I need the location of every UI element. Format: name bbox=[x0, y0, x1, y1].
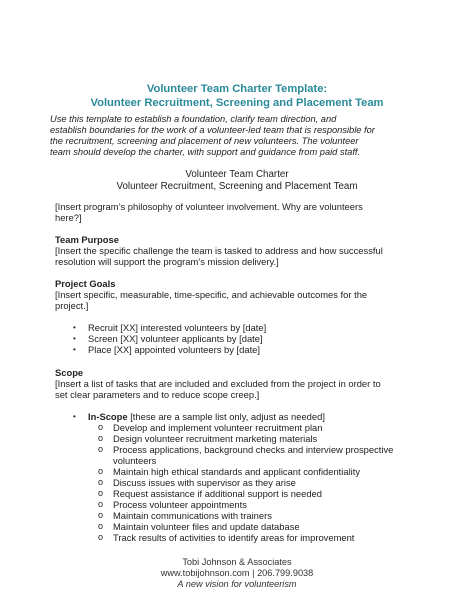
in-scope-task: Design volunteer recruitment marketing materials bbox=[113, 433, 318, 444]
in-scope-task: Track results of activities to identify areas for improvement bbox=[113, 532, 355, 543]
project-goals-line: [Insert specific, measurable, time-specific, and achievable outcomes for the bbox=[55, 289, 368, 300]
sub-bullet-icon: o bbox=[98, 466, 104, 476]
in-scope-task: Develop and implement volunteer recruitment plan bbox=[113, 422, 323, 433]
in-scope-item bbox=[88, 411, 325, 422]
in-scope-task-continuation: volunteers bbox=[113, 455, 157, 466]
sub-bullet-icon: o bbox=[98, 444, 104, 454]
footer-contact: www.tobijohnson.com | 206.799.9038 bbox=[160, 568, 314, 578]
bullet-icon: • bbox=[73, 323, 76, 332]
in-scope-task: Maintain communications with trainers bbox=[113, 510, 272, 521]
intro-line: establish boundaries for the work of a volunteer-led team that is responsible for bbox=[50, 125, 375, 135]
in-scope-task: Process applications, background checks and interview prospective bbox=[113, 444, 394, 455]
charter-subheading: Volunteer Recruitment, Screening and Placement Team bbox=[116, 181, 358, 192]
footer-company: Tobi Johnson & Associates bbox=[182, 557, 292, 567]
scope-line: [Insert a list of tasks that are included and excluded from the project in order to bbox=[55, 378, 381, 389]
team-purpose-heading: Team Purpose bbox=[55, 234, 119, 245]
sub-bullet-icon: o bbox=[98, 532, 104, 542]
goal-item: Screen [XX] volunteer applicants by [date] bbox=[88, 333, 263, 344]
footer-tagline: A new vision for volunteerism bbox=[177, 579, 297, 589]
sub-bullet-icon: o bbox=[98, 422, 104, 432]
sub-bullet-icon: o bbox=[98, 499, 104, 509]
in-scope-task: Request assistance if additional support is needed bbox=[113, 488, 322, 499]
goal-item: Place [XX] appointed volunteers by [date] bbox=[88, 344, 260, 355]
in-scope-task: Maintain high ethical standards and applicant confidentiality bbox=[113, 466, 361, 477]
intro-line: team should develop the charter, with support and guidance from paid staff. bbox=[50, 147, 361, 157]
sub-bullet-icon: o bbox=[98, 510, 104, 520]
charter-heading: Volunteer Team Charter bbox=[185, 169, 289, 180]
bullet-icon: • bbox=[73, 334, 76, 343]
in-scope-task: Maintain volunteer files and update database bbox=[113, 521, 300, 532]
team-purpose-line: resolution will support the program’s mission delivery.] bbox=[55, 256, 279, 267]
in-scope-label: In-Scope bbox=[88, 411, 128, 422]
document-title-line1: Volunteer Team Charter Template: bbox=[146, 83, 328, 95]
philosophy-line: here?] bbox=[55, 212, 82, 223]
goal-item: Recruit [XX] interested volunteers by [date] bbox=[88, 322, 267, 333]
scope-line: set clear parameters and to reduce scope creep.] bbox=[55, 389, 260, 400]
bullet-icon: • bbox=[73, 412, 76, 421]
in-scope-task: Process volunteer appointments bbox=[113, 499, 247, 510]
sub-bullet-icon: o bbox=[98, 521, 104, 531]
bullet-icon: • bbox=[73, 345, 76, 354]
document-title-line2: Volunteer Recruitment, Screening and Placement Team bbox=[90, 97, 384, 109]
project-goals-line: project.] bbox=[55, 300, 89, 311]
intro-line: the recruitment, screening and placement of new volunteers. The volunteer bbox=[50, 136, 359, 146]
team-purpose-line: [Insert the specific challenge the team is tasked to address and how successful bbox=[55, 245, 383, 256]
in-scope-task: Discuss issues with supervisor as they arise bbox=[113, 477, 296, 488]
scope-heading: Scope bbox=[55, 367, 84, 378]
sub-bullet-icon: o bbox=[98, 477, 104, 487]
project-goals-heading: Project Goals bbox=[55, 278, 116, 289]
sub-bullet-icon: o bbox=[98, 488, 104, 498]
in-scope-note: [these are a sample list only, adjust as needed] bbox=[127, 411, 325, 422]
sub-bullet-icon: o bbox=[98, 433, 104, 443]
philosophy-line: [Insert program’s philosophy of volunteer involvement. Why are volunteers bbox=[55, 201, 363, 212]
intro-line: Use this template to establish a foundation, clarify team direction, and bbox=[50, 114, 337, 124]
